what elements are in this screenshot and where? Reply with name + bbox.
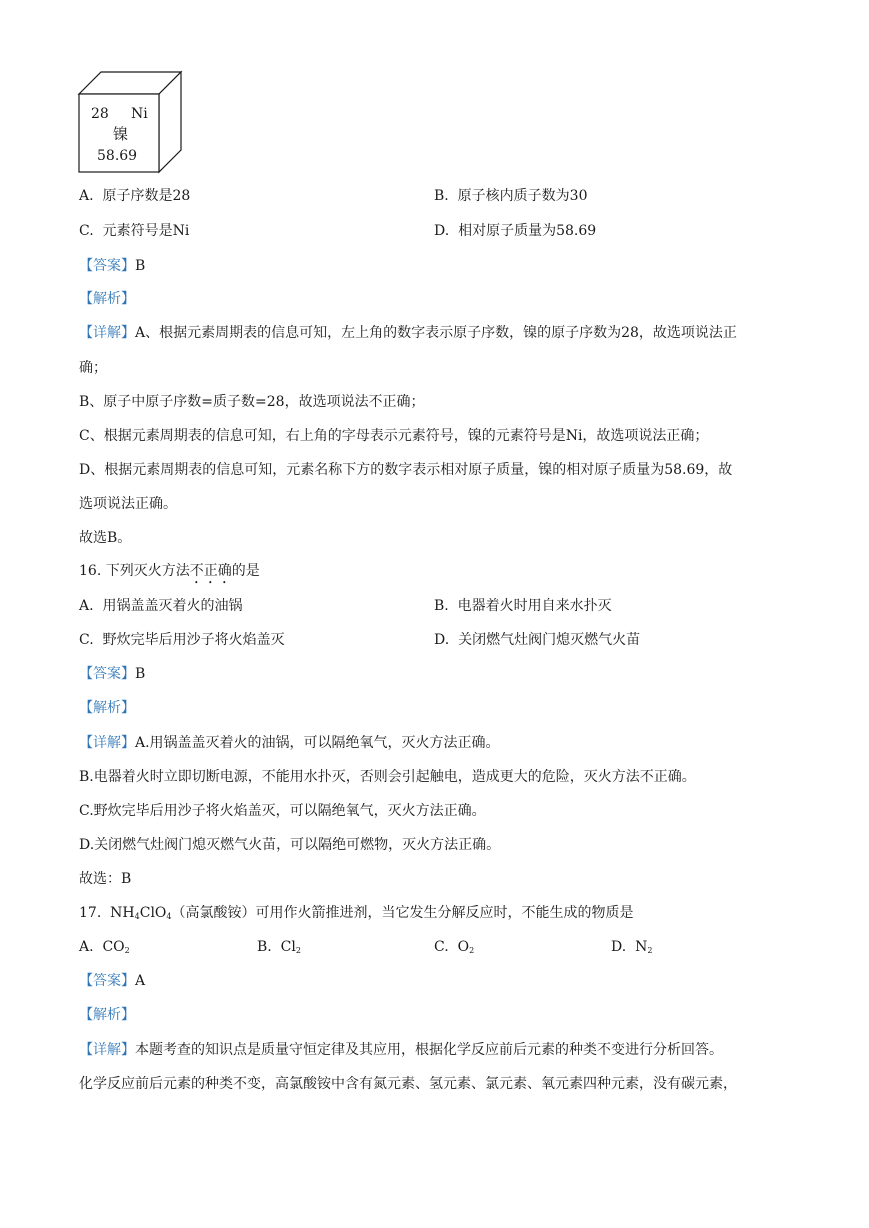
q16-detail-line: C.野炊完毕后用沙子将火焰盖灭，可以隔绝氧气，灭火方法正确。 [79, 803, 486, 819]
q17-option-b: B. $Cl_2$ [257, 939, 301, 955]
q17-detail-line: 【详解】本题考查的知识点是质量守恒定律及其应用，根据化学反应前后元素的种类不变进行分析回答。 [79, 1042, 723, 1058]
q16-detail-line: D.关闭燃气灶阀门熄灭燃气火苗，可以隔绝可燃物，灭火方法正确。 [79, 837, 501, 853]
q15-detail-line: 确； [79, 360, 107, 376]
q15-option-c: C. 元素符号是Ni [79, 223, 190, 239]
q15-option-d: D. 相对原子质量为58.69 [434, 223, 597, 239]
atomic-number: 28 [91, 106, 109, 122]
q16-option-b: B. 电器着火时用自来水扑灭 [434, 598, 612, 614]
q15-analysis-heading: 【解析】 [79, 291, 135, 307]
chemical-formula: $NH_4ClO_4$ [110, 905, 172, 921]
q16-analysis-heading: 【解析】 [79, 700, 135, 716]
q15-detail-line: B、原子中原子序数=质子数=28，故选项说法不正确； [79, 394, 425, 410]
q16-option-d: D. 关闭燃气灶阀门熄灭燃气火苗 [434, 632, 641, 648]
q17-answer: 【答案】A [79, 973, 146, 989]
q16-option-c: C. 野炊完毕后用沙子将火焰盖灭 [79, 632, 285, 648]
element-name: 镍 [113, 125, 129, 143]
q15-detail-line: D、根据元素周期表的信息可知，元素名称下方的数字表示相对原子质量，镍的相对原子质量为58.69，故 [79, 462, 733, 478]
q15-conclusion: 故选B。 [79, 530, 132, 546]
element-card [75, 68, 187, 174]
q15-option-a: A. 原子序数是28 [79, 188, 191, 204]
q15-detail-line: C、根据元素周期表的信息可知，右上角的字母表示元素符号，镍的元素符号是Ni，故选项说法正确； [79, 428, 709, 444]
q16-stem: 16. 下列灭火方法不正确的是 [79, 563, 260, 579]
q17-option-c: C. $O_2$ [434, 939, 475, 955]
element-symbol: Ni [131, 106, 148, 122]
q17-stem: 17. $NH_4ClO_4$（高氯酸铵）可用作火箭推进剂，当它发生分解反应时，不能生成的物质是 [79, 905, 634, 921]
q15-detail-line: 【详解】A、根据元素周期表的信息可知，左上角的数字表示原子序数，镍的原子序数为28，故选项说法正 [79, 325, 737, 341]
q16-conclusion: 故选：B [79, 871, 132, 887]
q16-answer: 【答案】B [79, 666, 146, 682]
atomic-mass: 58.69 [97, 148, 138, 164]
q17-option-a: A. $CO_2$ [79, 939, 130, 955]
q17-analysis-heading: 【解析】 [79, 1007, 135, 1023]
q16-option-a: A. 用锅盖盖灭着火的油锅 [79, 598, 243, 614]
q16-detail-line: B.电器着火时立即切断电源，不能用水扑灭，否则会引起触电，造成更大的危险，灭火方法不正确。 [79, 769, 696, 785]
q17-detail-line: 化学反应前后元素的种类不变，高氯酸铵中含有氮元素、氢元素、氯元素、氧元素四种元素，没有碳元素， [79, 1076, 737, 1092]
q15-option-b: B. 原子核内质子数为30 [434, 188, 588, 204]
q15-answer: 【答案】B [79, 258, 146, 274]
q15-detail-line: 选项说法正确。 [79, 496, 177, 512]
q16-detail-line: 【详解】A.用锅盖盖灭着火的油锅，可以隔绝氧气，灭火方法正确。 [79, 735, 500, 751]
q17-option-d: D. $N_2$ [611, 939, 653, 955]
